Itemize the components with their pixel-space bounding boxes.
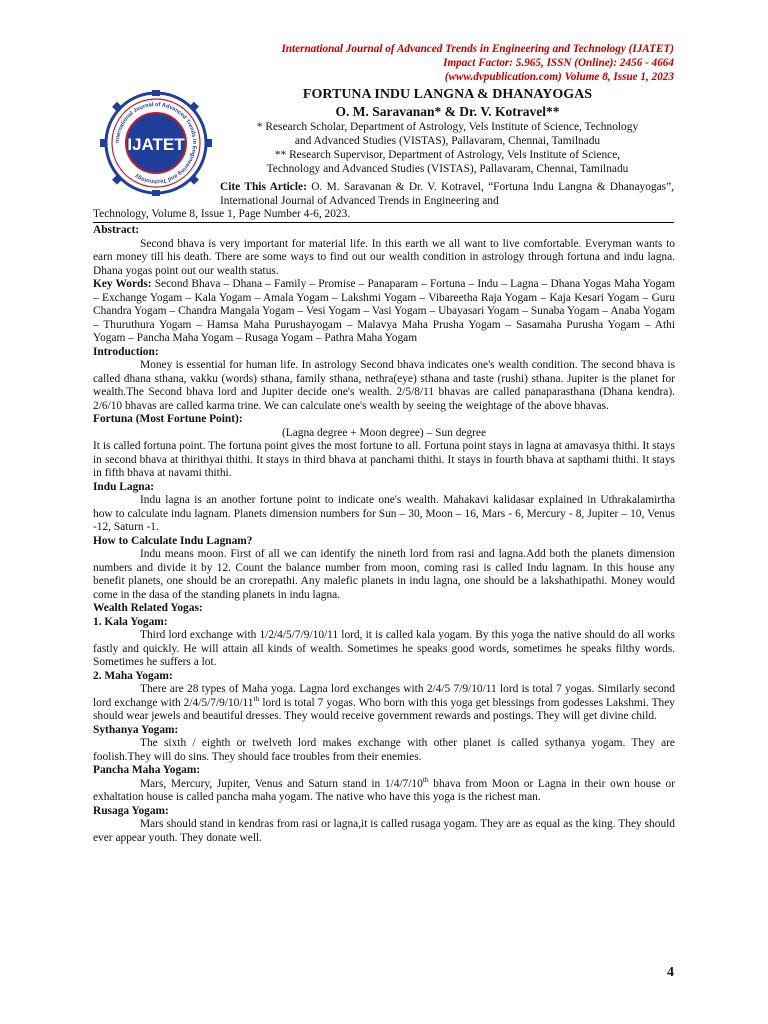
- maha-yogam-text-a: There are 28 types of Maha yoga. Lagna lord exchanges with 2/4/5 7/9/10/11 lord is total 7 yogas. Similarly second lord exchange with 2/4/5/7/9/10/11: [93, 683, 675, 709]
- affiliation-2a: ** Research Supervisor, Department of Astrology, Vels Institute of Science,: [274, 149, 621, 161]
- sythanya-yogam-text: The sixth / eighth or twelveth lord makes exchange with other planet is called sythanya yogam. They are foolish.They will do sins. They should face troubles from their enemies.: [93, 737, 675, 763]
- journal-volume-issue: (www.dvpublication.com) Volume 8, Issue 1, 2023: [444, 71, 674, 83]
- journal-header: [281, 42, 674, 84]
- pancha-sup: th: [422, 774, 429, 784]
- maha-yogam-text-b: lord is total 7 yogas. Who born with this yoga get blessings from godesses Lakshmi. They should wear jewels and beautiful dresses. They would receive government rewards and postings. They will get divine child.: [93, 696, 675, 722]
- cite-this-article: [220, 181, 674, 208]
- abstract-text: Second bhava is very important for material life. In this earth we all want to live comfortable. Everyman wants to earn money till his death. There are some ways to find out our wealth condition in astrology through fortuna and indu lagna. Dhana yogas point out our wealth status.: [93, 237, 675, 277]
- maha-yogam-text: [93, 683, 675, 724]
- cite-tail: Technology, Volume 8, Issue 1, Page Number 4-6, 2023.: [93, 208, 351, 220]
- paper-authors: O. M. Saravanan* & Dr. V. Kotravel**: [335, 104, 560, 119]
- fortuna-text: It is called fortuna point. The fortuna point gives the most fortune to all. Fortuna point stays in lagna at amavasya thithi. It stays in second bhava at thirithyai thithi. It stays in third bhava at panchami thithi. It stays in fourth bhava at sapthami thithi. It stays in fifth bhava at navami thithi.: [93, 440, 675, 479]
- pancha-text-a: Mars, Mercury, Jupiter, Venus and Saturn stand in 1/4/7/10: [140, 777, 423, 790]
- affiliation-1b: and Advanced Studies (VISTAS), Pallavaram, Chennai, Tamilnadu: [294, 135, 601, 147]
- calculate-heading: How to Calculate Indu Lagnam?: [93, 534, 253, 547]
- logo-ring-text: International Journal of Advanced Trends in Engineering and Technology: [114, 101, 198, 185]
- indu-lagna-heading: Indu Lagna:: [93, 480, 155, 493]
- indu-lagna-text: Indu lagna is an another fortune point to indicate one's wealth. Mahakavi kalidasar explained in Uthrakalamirtha how to calculate indu lagnam. Planets dimension numbers for Sun – 30, Moon – 16, Mars - 6, Mercury - 8, Jupiter – 10, Venus -12, Saturn -1.: [93, 494, 675, 533]
- journal-name: International Journal of Advanced Trends in Engineering and Technology (IJATET): [281, 43, 674, 55]
- kala-yogam-text: Third lord exchange with 1/2/4/5/7/9/10/11 lord, it is called kala yogam. By this yoga the native should do all works fastly and quickly. He will attain all kinds of wealth. Sometimes he speaks good words, sometimes he speaks filthy words. Sometimes he suffers a lot.: [93, 629, 675, 668]
- affiliation-2b: Technology and Advanced Studies (VISTAS), Pallavaram, Chennai, Tamilnadu: [266, 163, 629, 175]
- kala-yogam-heading: 1. Kala Yogam:: [93, 615, 168, 628]
- fortuna-formula: (Lagna degree + Moon degree) – Sun degree: [281, 426, 487, 439]
- cite-text: O. M. Saravanan & Dr. V. Kotravel, “Fortuna Indu Langna & Dhanayogas”, International Journal of Advanced Trends in Engineering and: [220, 181, 674, 207]
- cite-label: Cite This Article:: [220, 181, 307, 193]
- fortuna-heading: Fortuna (Most Fortune Point):: [93, 413, 243, 425]
- keywords: [93, 278, 675, 346]
- pancha-text-b: bhava from Moon or Lagna in their own house or exhaltation house is called pancha maha yogam. The native who have this yoga is the richest man.: [93, 777, 675, 803]
- pancha-maha-yogam-text: [93, 774, 675, 805]
- calculate-text: Indu means moon. First of all we can identify the nineth lord from rasi and lagna.Add both the planets dimension numbers and divide it by 12. Count the balance number from moon, coming rasi is called Indu lagnam. In this house any benefit planets, one should be an crorepathi. Any malefic planets in indu lagna, one should be a lakshathipathi. Money would come in the dasa of the standing planets in indu lagna.: [93, 548, 675, 601]
- maha-yogam-sup: th: [253, 693, 260, 703]
- keywords-heading: Key Words:: [93, 278, 152, 290]
- affiliation-1a: * Research Scholar, Department of Astrology, Vels Institute of Science, Technology: [256, 121, 639, 133]
- introduction-heading: Introduction:: [93, 345, 159, 358]
- header-divider: [93, 222, 674, 223]
- paper-body: [93, 224, 675, 845]
- paper-title: FORTUNA INDU LANGNA & DHANAYOGAS: [302, 87, 593, 102]
- keywords-text: Second Bhava – Dhana – Family – Promise – Panaparam – Fortuna – Indu – Lagna – Dhana Yogas Maha Yogam – Exchange Yogam – Kala Yogam – Amala Yogam – Lakshmi Yogam – Vibareetha Raja Yogam – Kaja Kesari Yogam – Guru Chandra Yogam – Chandra Mangala Yogam – Vesi Yogam – Vasi Yogam – Ubayasari Yogam – Sunaba Yogam – Anaba Yogam – Thuruthura Yogam – Hamsa Maha Purushayogam – Malavya Maha Prusha Yogam – Sasamaha Purusha Yogam – Athi Yogam – Pancha Maha Yogam – Rusaga Yogam – Pathra Maha Yogam: [93, 278, 675, 344]
- rusaga-yogam-text: Mars should stand in kendras from rasi or lagna,it is called rusaga yogam. They are as equal as the king. They should ever appear youth. They donate well.: [93, 818, 675, 844]
- pancha-maha-yogam-heading: Pancha Maha Yogam:: [93, 764, 201, 776]
- maha-yogam-heading: 2. Maha Yogam:: [93, 669, 173, 682]
- journal-impact-issn: Impact Factor: 5.965, ISSN (Online): 2456 - 4664: [443, 57, 674, 69]
- introduction-text: Money is essential for human life. In astrology Second bhava indicates one's wealth condition. The second bhava is called dhana sthana, vakku (words) sthana, family sthana, nethra(eye) sthana and taste (rushi) sthana. Jupiter is the planet for wealth.The Second bhava lord and Jupiter decide one's wealth. 2/5/8/11 bhavas are called panaparasthana (Dhana kendra). 2/6/10 bhavas are called karma trine. We can calculate one's wealth by seeing the weightage of the above bhavas.: [93, 359, 675, 412]
- title-block: [200, 86, 695, 176]
- page-number: 4: [667, 965, 674, 980]
- sythanya-yogam-heading: Sythanya Yogam:: [93, 723, 179, 736]
- abstract-heading: Abstract:: [93, 224, 140, 236]
- wealth-yogas-heading: Wealth Related Yogas:: [93, 602, 203, 614]
- rusaga-yogam-heading: Rusaga Yogam:: [93, 804, 169, 817]
- logo-text: IJATET: [127, 135, 185, 154]
